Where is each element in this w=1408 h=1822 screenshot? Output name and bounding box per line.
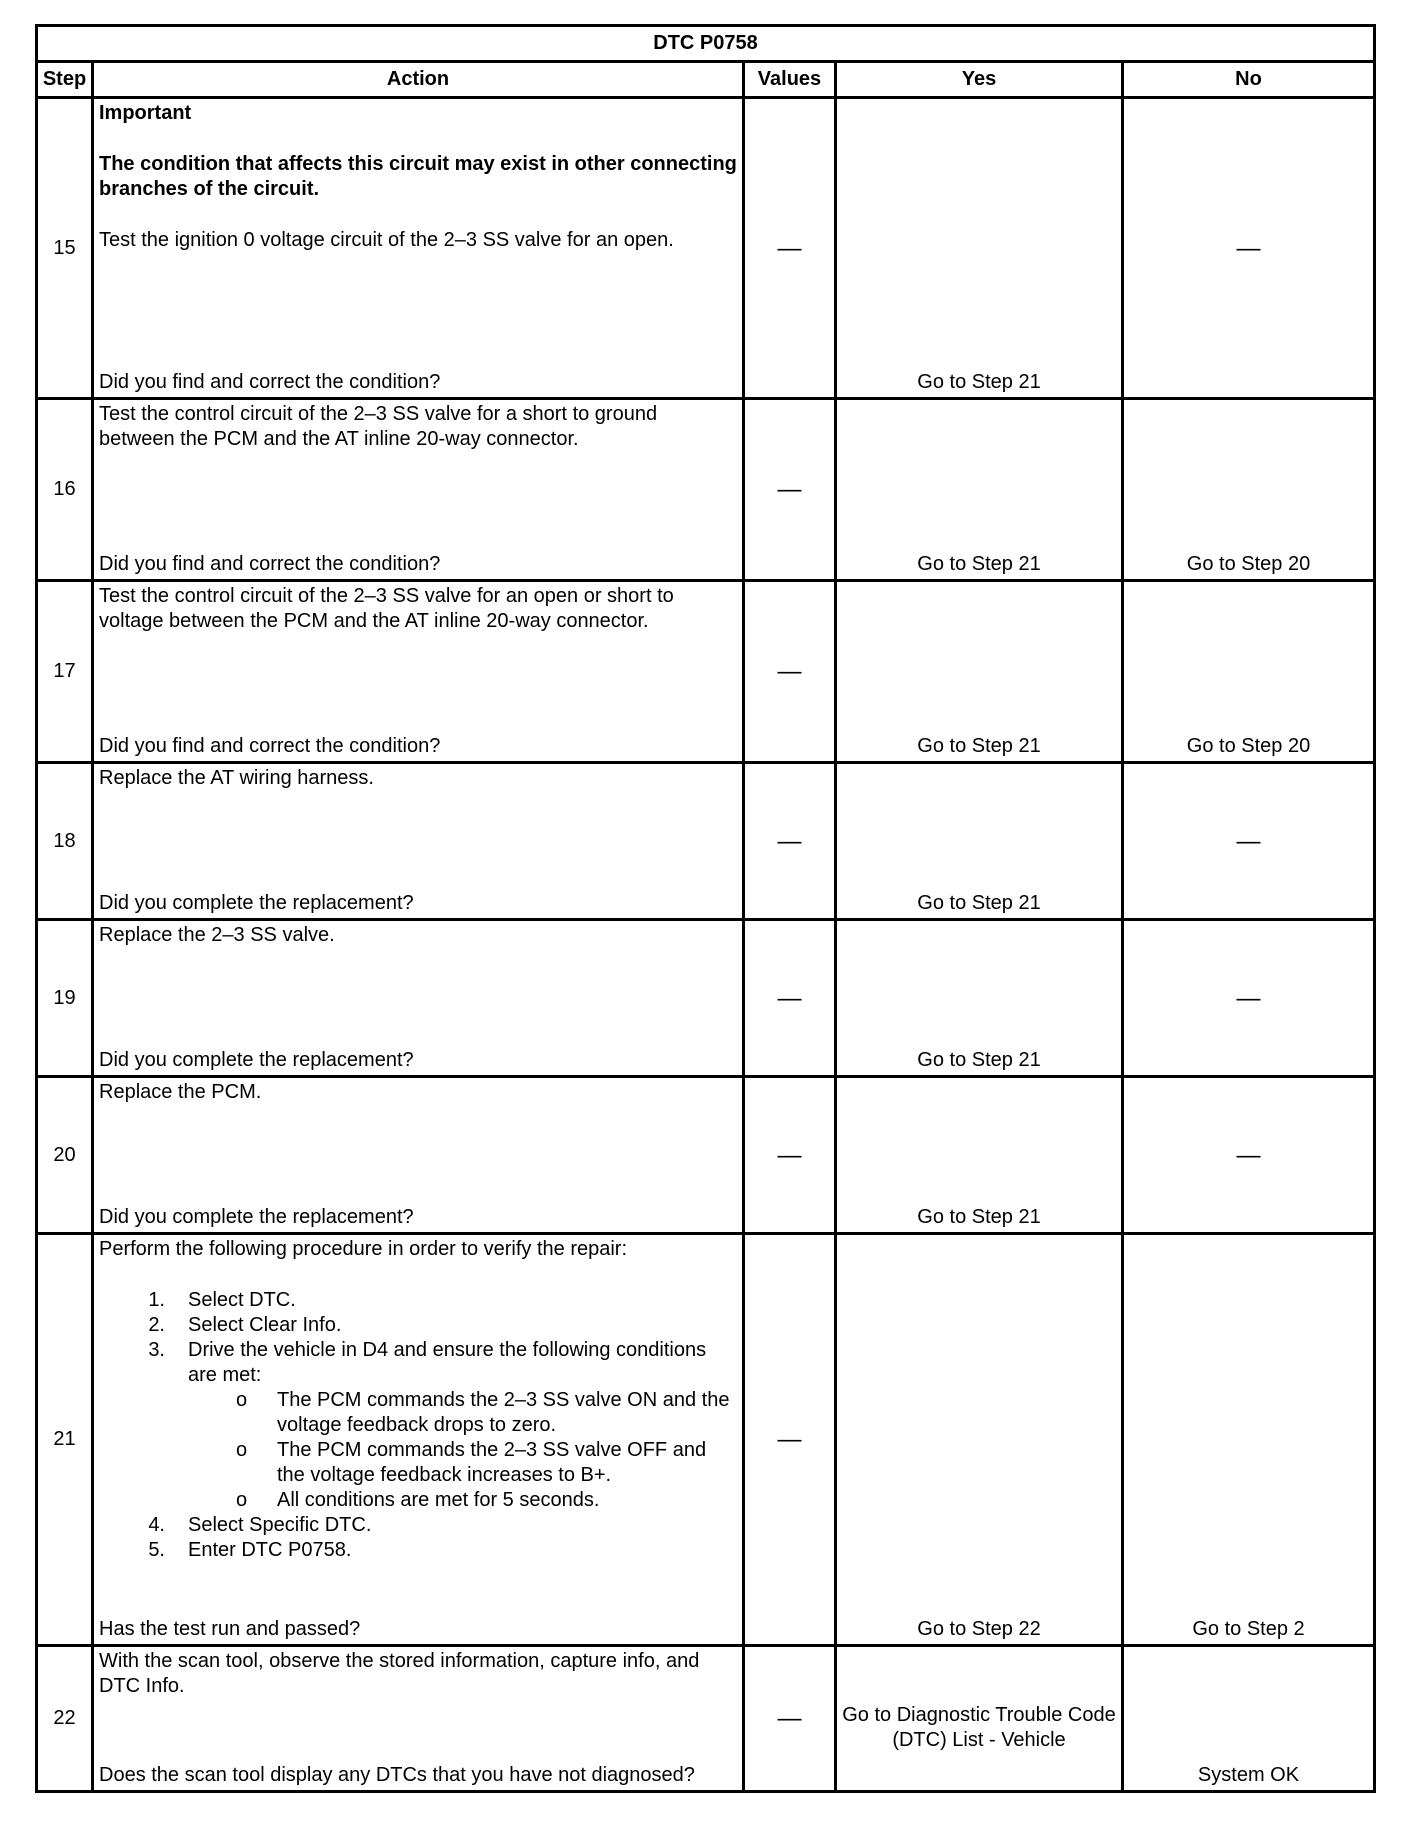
procedure-step: 4. Select Specific DTC.: [148, 1514, 372, 1536]
action-question: Did you complete the replacement?: [99, 892, 414, 914]
yes-cell: Go to Diagnostic Trouble Code (DTC) List - Vehicle: [836, 1646, 1123, 1792]
action-cell: [93, 1234, 744, 1646]
yes-cell: Go to Step 21: [836, 763, 1123, 920]
action-text: Replace the 2–3 SS valve.: [99, 924, 335, 946]
action-cell: [93, 763, 744, 920]
header-values: Values: [744, 62, 836, 98]
values-cell: —: [744, 1234, 836, 1646]
values-cell: —: [744, 1646, 836, 1792]
action-question: Did you complete the replacement?: [99, 1049, 414, 1071]
action-cell: [93, 1646, 744, 1792]
no-cell: Go to Step 2: [1123, 1234, 1375, 1646]
condition-item: o The PCM commands the 2–3 SS valve OFF and the voltage feedback increases to B+.: [236, 1439, 707, 1486]
dtc-table: [35, 24, 1376, 1793]
table-row: [37, 399, 1375, 581]
no-cell: System OK: [1123, 1646, 1375, 1792]
procedure-list: [99, 1288, 738, 1563]
action-question: Did you find and correct the condition?: [99, 371, 441, 393]
no-cell: —: [1123, 920, 1375, 1077]
yes-cell: Go to Step 21: [836, 581, 1123, 763]
step-number: 16: [37, 399, 93, 581]
step-number: 20: [37, 1077, 93, 1234]
important-label: Important: [99, 102, 192, 124]
table-row: [37, 1646, 1375, 1792]
procedure-step: 1. Select DTC.: [148, 1289, 296, 1311]
step-number: 21: [37, 1234, 93, 1646]
values-cell: —: [744, 98, 836, 399]
header-action: Action: [93, 62, 744, 98]
header-row: [37, 62, 1375, 98]
table-row: [37, 581, 1375, 763]
yes-cell: Go to Step 21: [836, 1077, 1123, 1234]
yes-cell: Go to Step 21: [836, 399, 1123, 581]
step-number: 17: [37, 581, 93, 763]
header-step: Step: [37, 62, 93, 98]
action-cell: [93, 399, 744, 581]
table-row: [37, 763, 1375, 920]
no-cell: Go to Step 20: [1123, 581, 1375, 763]
table-row: [37, 920, 1375, 1077]
action-text: Test the control circuit of the 2–3 SS valve for an open or short to voltage between the PCM and the AT inline 20-way connector.: [99, 585, 674, 632]
values-cell: —: [744, 399, 836, 581]
procedure-step: 5. Enter DTC P0758.: [148, 1539, 352, 1561]
action-text: Perform the following procedure in order to verify the repair:: [99, 1238, 628, 1260]
condition-item: o The PCM commands the 2–3 SS valve ON and the voltage feedback drops to zero.: [236, 1389, 730, 1436]
step-number: 19: [37, 920, 93, 1077]
no-cell: —: [1123, 98, 1375, 399]
values-cell: —: [744, 1077, 836, 1234]
action-text: With the scan tool, observe the stored information, capture info, and DTC Info.: [99, 1650, 700, 1697]
yes-cell: Go to Step 21: [836, 98, 1123, 399]
action-text: Replace the AT wiring harness.: [99, 767, 374, 789]
values-cell: —: [744, 920, 836, 1077]
action-question: Did you find and correct the condition?: [99, 553, 441, 575]
action-cell: [93, 920, 744, 1077]
no-cell: —: [1123, 763, 1375, 920]
action-text: Replace the PCM.: [99, 1081, 262, 1103]
header-yes: Yes: [836, 62, 1123, 98]
procedure-step: 3. Drive the vehicle in D4 and ensure the following conditions are met: o The PCM commands the 2–3 SS valve ON and the voltage feedback drops to zero. o The PCM commands the 2–3 SS valve OFF and the voltage feedback increases to B+. o All conditions are met for 5 seconds.: [99, 1338, 738, 1513]
table-row: [37, 1077, 1375, 1234]
no-cell: Go to Step 20: [1123, 399, 1375, 581]
step-number: 15: [37, 98, 93, 399]
condition-list: [99, 1388, 738, 1513]
yes-cell: Go to Step 21: [836, 920, 1123, 1077]
action-text: Test the control circuit of the 2–3 SS valve for a short to ground between the PCM and the AT inline 20-way connector.: [99, 403, 658, 450]
procedure-step: 2. Select Clear Info.: [148, 1314, 342, 1336]
action-question: Did you find and correct the condition?: [99, 735, 441, 757]
yes-cell: Go to Step 22: [836, 1234, 1123, 1646]
action-cell: [93, 98, 744, 399]
important-text: The condition that affects this circuit may exist in other connecting branches of the circuit.: [99, 153, 737, 200]
action-question: Did you complete the replacement?: [99, 1206, 414, 1228]
action-cell: [93, 581, 744, 763]
step-number: 22: [37, 1646, 93, 1792]
table-row: [37, 1234, 1375, 1646]
action-cell: [93, 1077, 744, 1234]
table-row: [37, 98, 1375, 399]
step-number: 18: [37, 763, 93, 920]
values-cell: —: [744, 581, 836, 763]
header-no: No: [1123, 62, 1375, 98]
action-question: Has the test run and passed?: [99, 1618, 361, 1640]
action-question: Does the scan tool display any DTCs that you have not diagnosed?: [99, 1764, 695, 1786]
action-text: Test the ignition 0 voltage circuit of the 2–3 SS valve for an open.: [99, 229, 674, 251]
table-title: DTC P0758: [37, 26, 1375, 62]
no-cell: —: [1123, 1077, 1375, 1234]
condition-item: o All conditions are met for 5 seconds.: [236, 1489, 600, 1511]
values-cell: —: [744, 763, 836, 920]
